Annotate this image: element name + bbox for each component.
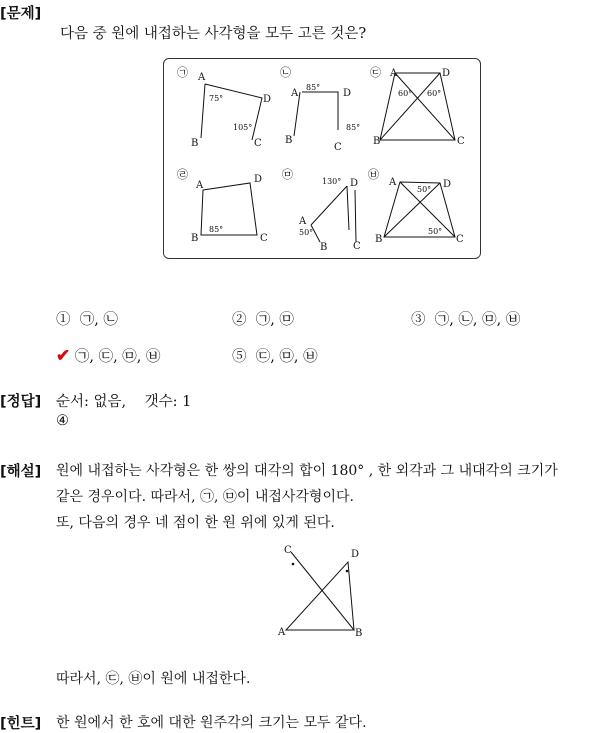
fig3-label-b: B: [373, 136, 381, 147]
marker-1: ㉠: [177, 66, 188, 79]
fig5-label-a: A: [299, 216, 307, 227]
choice-1[interactable]: ① ㉠, ㉡: [56, 312, 118, 328]
fig4-label-d: D: [254, 174, 263, 185]
fig6-angle-2: 50°: [428, 227, 443, 236]
explanation-line-1: 원에 내접하는 사각형은 한 쌍의 대각의 합이 180° , 한 외각과 그 내대각의 크기가: [56, 463, 558, 479]
question-text: 다음 중 원에 내접하는 사각형을 모두 고른 것은?: [60, 26, 367, 42]
answer-tag: [정답]: [0, 394, 42, 410]
fig1-label-a: A: [198, 72, 206, 83]
fig3-angle-1: 60°: [398, 89, 413, 98]
fig2-label-d: D: [343, 88, 352, 99]
explanation-conclusion: 따라서, ㉢, ㉥이 원에 내접한다.: [56, 671, 251, 687]
fig5-angle-1: 130°: [322, 177, 342, 186]
fig5-label-d: D: [350, 178, 359, 189]
exp-label-d: D: [351, 549, 360, 560]
fig1-angle-1: 75°: [209, 94, 224, 103]
explanation-figure: [270, 540, 370, 645]
fig6-label-d: D: [443, 179, 452, 190]
choice-2[interactable]: ② ㉠, ㉤: [232, 312, 294, 328]
fig4-label-c: C: [260, 233, 268, 244]
fig3-label-d: D: [442, 68, 451, 79]
fig6-label-c: C: [456, 234, 464, 245]
exp-label-a: A: [278, 627, 286, 638]
figure-3-lines: [380, 73, 455, 140]
explanation-line-3: 또, 다음의 경우 네 점이 한 원 위에 있게 된다.: [56, 515, 335, 531]
fig1-label-d: D: [263, 94, 272, 105]
fig5-label-b: B: [320, 242, 328, 253]
marker-4: ㉣: [177, 168, 188, 181]
problem-tag: [문제]: [0, 6, 42, 22]
figure-1-lines: [201, 84, 262, 140]
fig1-label-b: B: [191, 138, 199, 149]
fig6-angle-1: 50°: [417, 185, 432, 194]
answer-value: ④: [56, 413, 69, 429]
angle-dot-d: [346, 570, 349, 573]
hint-text: 한 원에서 한 호에 대한 원주각의 크기는 모두 같다.: [56, 715, 367, 731]
answer-meta: 순서: 없음, 갯수: 1: [56, 394, 192, 410]
exp-label-b: B: [355, 628, 363, 639]
fig3-label-c: C: [457, 136, 465, 147]
explanation-line-2: 같은 경우이다. 따라서, ㉠, ㉤이 내접사각형이다.: [56, 489, 354, 505]
exp-label-c: C: [284, 545, 292, 556]
fig1-label-c: C: [254, 138, 262, 149]
hint-tag: [힌트]: [0, 716, 42, 732]
marker-5: ㉤: [282, 168, 293, 181]
choice-5[interactable]: ⑤ ㉢, ㉤, ㉥: [232, 349, 318, 365]
angle-dot-c: [292, 563, 295, 566]
fig4-label-a: A: [196, 180, 204, 191]
fig2-label-c: C: [334, 142, 342, 153]
check-mark-icon: ✔: [56, 346, 71, 366]
marker-2: ㉡: [280, 66, 291, 79]
explanation-tag: [해설]: [0, 464, 42, 480]
fig5-label-c: C: [353, 241, 361, 252]
fig4-label-b: B: [191, 233, 199, 244]
fig1-angle-2: 105°: [233, 123, 253, 132]
fig2-angle-2: 85°: [346, 123, 361, 132]
choice-4[interactable]: ✔ ㉠, ㉢, ㉤, ㉥: [56, 346, 161, 366]
figure-2-lines: [294, 92, 338, 136]
fig6-label-b: B: [375, 234, 383, 245]
fig3-angle-2: 60°: [427, 89, 442, 98]
marker-6: ㉥: [368, 168, 379, 181]
figure-5-lines: [311, 186, 356, 242]
fig2-angle-1: 85°: [306, 83, 321, 92]
figures-svg: [0, 0, 589, 300]
marker-3: ㉢: [370, 66, 381, 79]
choice-3[interactable]: ③ ㉠, ㉡, ㉤, ㉥: [411, 312, 521, 328]
fig4-angle-1: 85°: [209, 225, 224, 234]
fig3-label-a: A: [390, 68, 398, 79]
fig5-angle-2: 50°: [299, 228, 314, 237]
fig2-label-a: A: [291, 88, 299, 99]
fig6-label-a: A: [389, 177, 397, 188]
fig2-label-b: B: [285, 135, 293, 146]
